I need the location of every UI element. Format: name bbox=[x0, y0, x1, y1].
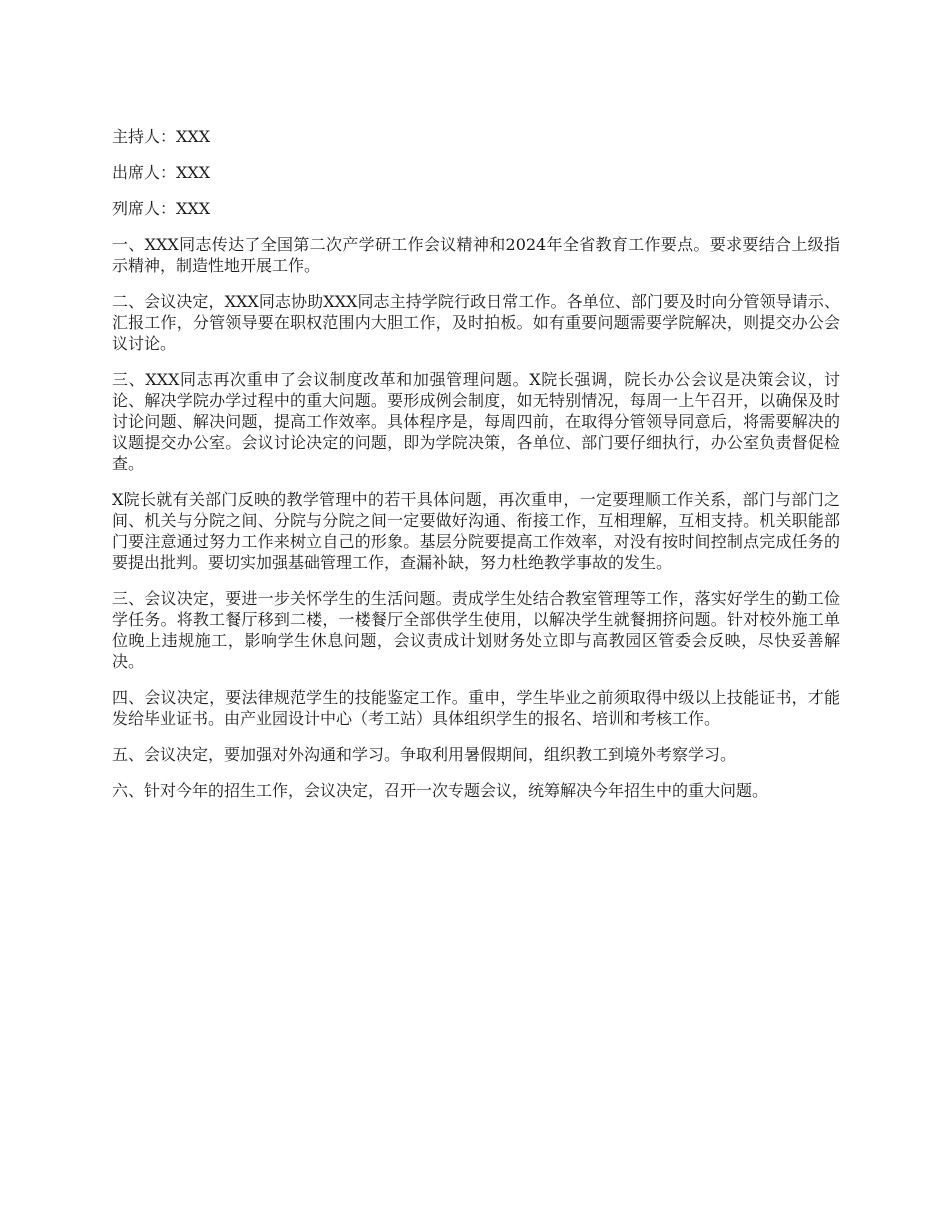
attendees-line: 出席人：XXX bbox=[112, 163, 211, 182]
observers-line: 列席人：XXX bbox=[112, 199, 211, 218]
paragraph-item-7: 五、会议决定，要加强对外沟通和学习。争取利用暑假期间，组织教工到境外考察学习。 bbox=[112, 745, 737, 764]
document-body bbox=[112, 126, 840, 816]
paragraph-item-3: 三、XXX同志再次重申了会议制度改革和加强管理问题。X院长强调，院长办公会议是决策会议，讨论、解决学院办学过程中的重大问题。要形成例会制度，如无特别情况，每周一上午召开，以确保及时讨论问题、解决问题，提高工作效率。具体程序是，每周四前，在取得分管领导同意后，将需要解决的议题提交办公室。会议讨论决定的问题，即为学院决策，各单位、部门要仔细执行，办公室负责督促检查。 bbox=[112, 370, 840, 473]
paragraph-item-6: 四、会议决定，要法律规范学生的技能鉴定工作。重申，学生毕业之前须取得中级以上技能证书，才能发给毕业证书。由产业园设计中心（考工站）具体组织学生的报名、培训和考核工作。 bbox=[112, 688, 840, 728]
paragraph-item-5: 三、会议决定，要进一步关怀学生的生活问题。责成学生处结合教室管理等工作，落实好学生的勤工俭学任务。将教工餐厅移到二楼，一楼餐厅全部供学生使用，以解决学生就餐拥挤问题。针对校外施工单位晚上违规施工，影响学生休息问题，会议责成计划财务处立即与高教园区管委会反映，尽快妥善解决。 bbox=[112, 589, 840, 671]
paragraph-item-2: 二、会议决定，XXX同志协助XXX同志主持学院行政日常工作。各单位、部门要及时向分管领导请示、汇报工作，分管领导要在职权范围内大胆工作，及时拍板。如有重要问题需要学院解决，则提交办公会议讨论。 bbox=[112, 292, 840, 353]
paragraph-item-1: 一、XXX同志传达了全国第二次产学研工作会议精神和2024年全省教育工作要点。要求要结合上级指示精神，制造性地开展工作。 bbox=[112, 235, 840, 275]
host-line: 主持人：XXX bbox=[112, 127, 211, 146]
paragraph-item-4: X院长就有关部门反映的教学管理中的若干具体问题，再次重申，一定要理顺工作关系，部门与部门之间、机关与分院之间、分院与分院之间一定要做好沟通、衔接工作，互相理解，互相支持。机关职能部门要注意通过努力工作来树立自己的形象。基层分院要提高工作效率，对没有按时间控制点完成任务的要提出批判。要切实加强基础管理工作，查漏补缺，努力杜绝教学事故的发生。 bbox=[112, 490, 840, 572]
paragraph-item-8: 六、针对今年的招生工作，会议决定，召开一次专题会议，统筹解决今年招生中的重大问题。 bbox=[112, 781, 769, 800]
